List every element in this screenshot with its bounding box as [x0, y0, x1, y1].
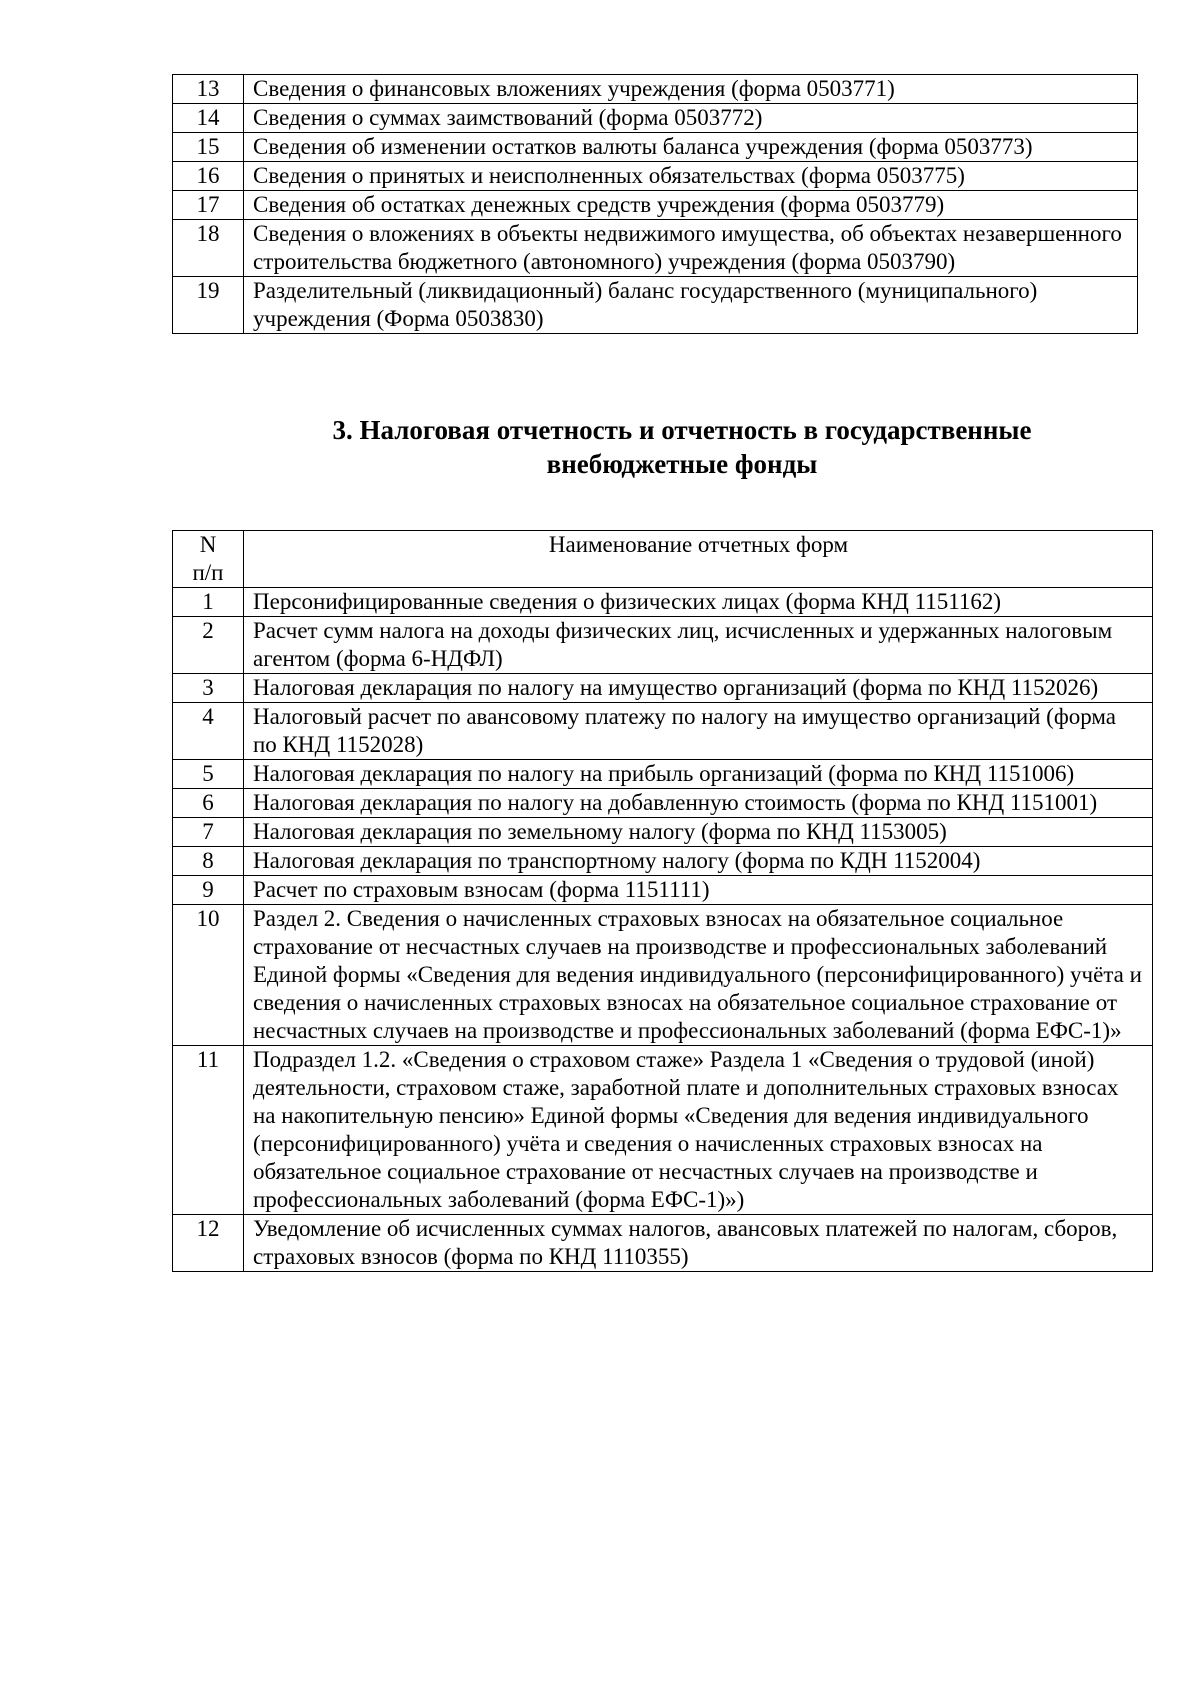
table-row: [173, 588, 1153, 617]
form-name: Разделительный (ликвидационный) баланс государственного (муниципального) учреждения (Форма 0503830): [244, 277, 1138, 334]
row-number: 18: [173, 220, 244, 277]
section-heading-line-2: внебюджетные фонды: [546, 449, 818, 479]
form-name: Раздел 2. Сведения о начисленных страховых взносах на обязательное социальное страхование от несчастных случаев на производстве и профессиональных заболеваний Единой формы «Сведения для ведения индивидуального (персонифицированного) учёта и сведения о начисленных страховых взносах на обязательное социальное страхование от несчастных случаев на производстве и профессиональных заболеваний (форма ЕФС-1)»: [244, 905, 1153, 1046]
row-number: 17: [173, 191, 244, 220]
form-name: Расчет по страховым взносам (форма 1151111): [244, 876, 1153, 905]
table-row: [173, 818, 1153, 847]
table-row: [173, 703, 1153, 760]
table-row: [173, 789, 1153, 818]
form-name: Налоговая декларация по налогу на добавленную стоимость (форма по КНД 1151001): [244, 789, 1153, 818]
row-number: 15: [173, 133, 244, 162]
form-name: Налоговая декларация по налогу на прибыль организаций (форма по КНД 1151006): [244, 760, 1153, 789]
table-row: [173, 104, 1138, 133]
table-row: [173, 617, 1153, 674]
name-column-header: Наименование отчетных форм: [244, 531, 1153, 588]
tax-forms-table: [172, 530, 1153, 1272]
form-name: Сведения о принятых и неисполненных обязательствах (форма 0503775): [244, 162, 1138, 191]
number-header-line-2: п/п: [192, 560, 224, 585]
form-name: Сведения о финансовых вложениях учреждения (форма 0503771): [244, 75, 1138, 104]
table-row: [173, 162, 1138, 191]
table-row: [173, 876, 1153, 905]
form-name: Сведения о вложениях в объекты недвижимого имущества, об объектах незавершенного строительства бюджетного (автономного) учреждения (форма 0503790): [244, 220, 1138, 277]
form-name: Налоговая декларация по налогу на имущество организаций (форма по КНД 1152026): [244, 674, 1153, 703]
form-name: Сведения об изменении остатков валюты баланса учреждения (форма 0503773): [244, 133, 1138, 162]
row-number: 16: [173, 162, 244, 191]
table-row: [173, 277, 1138, 334]
table-header-row: [173, 531, 1153, 588]
row-number: 5: [173, 760, 244, 789]
form-name: Подраздел 1.2. «Сведения о страховом стаже» Раздела 1 «Сведения о трудовой (иной) деятельности, страховом стаже, заработной плате и дополнительных страховых взносах на накопительную пенсию» Единой формы «Сведения для ведения индивидуального (персонифицированного) учёта и сведения о начисленных страховых взносах на обязательное социальное страхование от несчастных случаев на производстве и профессиональных заболеваний (форма ЕФС-1)»): [244, 1046, 1153, 1215]
row-number: 13: [173, 75, 244, 104]
row-number: 10: [173, 905, 244, 1046]
section-heading-line-1: 3. Налоговая отчетность и отчетность в государственные: [332, 415, 1032, 445]
row-number: 3: [173, 674, 244, 703]
row-number: 7: [173, 818, 244, 847]
row-number: 1: [173, 588, 244, 617]
table-row: [173, 905, 1153, 1046]
row-number: 2: [173, 617, 244, 674]
table-row: [173, 674, 1153, 703]
table-row: [173, 191, 1138, 220]
section-heading: [172, 413, 1192, 481]
form-name: Налоговый расчет по авансовому платежу по налогу на имущество организаций (форма по КНД 1152028): [244, 703, 1153, 760]
row-number: 9: [173, 876, 244, 905]
form-name: Уведомление об исчисленных суммах налогов, авансовых платежей по налогам, сборов, страховых взносов (форма по КНД 1110355): [244, 1215, 1153, 1272]
row-number: 14: [173, 104, 244, 133]
form-name: Сведения о суммах заимствований (форма 0503772): [244, 104, 1138, 133]
row-number: 19: [173, 277, 244, 334]
form-name: Сведения об остатках денежных средств учреждения (форма 0503779): [244, 191, 1138, 220]
forms-table-continued: [172, 74, 1138, 334]
table-row: [173, 220, 1138, 277]
number-column-header: [173, 531, 244, 588]
row-number: 8: [173, 847, 244, 876]
table-row: [173, 1215, 1153, 1272]
table-row: [173, 1046, 1153, 1215]
table-row: [173, 133, 1138, 162]
row-number: 11: [173, 1046, 244, 1215]
row-number: 12: [173, 1215, 244, 1272]
table-row: [173, 75, 1138, 104]
form-name: Налоговая декларация по транспортному налогу (форма по КДН 1152004): [244, 847, 1153, 876]
table-row: [173, 847, 1153, 876]
form-name: Налоговая декларация по земельному налогу (форма по КНД 1153005): [244, 818, 1153, 847]
form-name: Персонифицированные сведения о физических лицах (форма КНД 1151162): [244, 588, 1153, 617]
row-number: 6: [173, 789, 244, 818]
form-name: Расчет сумм налога на доходы физических лиц, исчисленных и удержанных налоговым агентом (форма 6-НДФЛ): [244, 617, 1153, 674]
table-row: [173, 760, 1153, 789]
number-header-line-1: N: [199, 532, 217, 557]
row-number: 4: [173, 703, 244, 760]
